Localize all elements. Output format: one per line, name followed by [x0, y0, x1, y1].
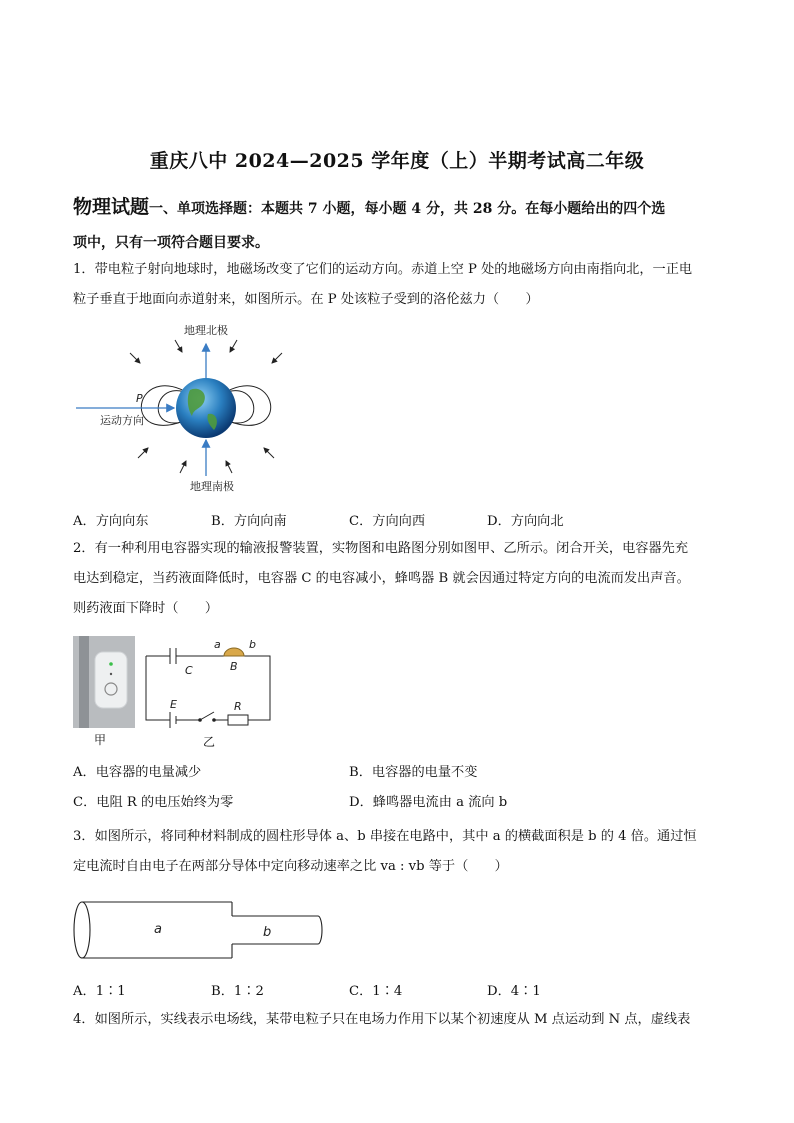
label-R: R	[234, 700, 242, 713]
earth-globe	[176, 378, 236, 438]
photo-caption: 甲	[94, 733, 107, 747]
conductor-a-label: a	[154, 922, 162, 937]
page-title: 重庆八中 2024—2025 学年度（上）半期考试高二年级	[149, 150, 645, 172]
q1-line1: 1．带电粒子射向地球时，地磁场改变了它们的运动方向。赤道上空 P 处的地磁场方向由南指向北，一正电	[73, 262, 693, 277]
question-1-stem	[73, 255, 723, 315]
q3-option-d[interactable]: D．4∶1	[487, 984, 541, 999]
section-intro-line2: 项中，只有一项符合题目要求。	[73, 235, 269, 251]
q1-option-a[interactable]: A．方向向东	[73, 514, 149, 529]
q1-earth-figure	[70, 318, 340, 500]
q2-option-c[interactable]: C．电阻 R 的电压始终为零	[73, 795, 234, 810]
question-3-stem	[73, 822, 723, 882]
q2-line2: 电达到稳定，当药液面降低时，电容器 C 的电容减小，蜂鸣器 B 就会因通过特定方向的电流而发出声音。	[73, 571, 690, 586]
q2-line1: 2．有一种利用电容器实现的输液报警装置，实物图和电路图分别如图甲、乙所示。闭合开关，电容器先充	[73, 541, 689, 556]
q2-circuit-diagram	[140, 636, 275, 734]
label-C: C	[185, 664, 193, 677]
q2-device-photo	[73, 636, 135, 728]
circuit-caption: 乙	[203, 735, 216, 749]
north-pole-label: 地理北极	[184, 324, 228, 337]
q3-conductor-figure	[70, 898, 326, 962]
section-intro-line1: 一、单项选择题：本题共 7 小题，每小题 4 分，共 28 分。在每小题给出的四个选	[149, 201, 666, 217]
q2-line3: 则药液面下降时（ ）	[73, 601, 219, 616]
south-pole-label: 地理南极	[190, 480, 234, 493]
q3-option-b[interactable]: B．1∶2	[211, 984, 264, 999]
point-p-label: P	[136, 392, 143, 405]
q4-line1: 4．如图所示，实线表示电场线，某带电粒子只在电场力作用下以某个初速度从 M 点运动到 N 点，虚线表	[73, 1012, 691, 1027]
conductor-b-label: b	[263, 925, 272, 940]
q1-line2: 粒子垂直于地面向赤道射来，如图所示。在 P 处该粒子受到的洛伦兹力（ ）	[73, 292, 539, 307]
label-B: B	[230, 660, 238, 673]
q3-line1: 3．如图所示，将同种材料制成的圆柱形导体 a、b 串接在电路中，其中 a 的横截面积是 b 的 4 倍。通过恒	[73, 829, 697, 844]
question-2-stem	[73, 534, 723, 624]
q1-option-d[interactable]: D．方向向北	[487, 514, 564, 529]
q3-line2: 定电流时自由电子在两部分导体中定向移动速率之比 va : vb 等于（ ）	[73, 859, 508, 874]
q1-option-c[interactable]: C．方向向西	[349, 514, 426, 529]
section-intro	[73, 190, 733, 260]
label-a: a	[214, 638, 221, 651]
question-4-stem	[73, 1005, 723, 1035]
q3-option-a[interactable]: A．1∶1	[73, 984, 126, 999]
motion-direction-label: 运动方向	[100, 414, 144, 427]
q3-option-c[interactable]: C．1∶4	[349, 984, 403, 999]
label-E: E	[170, 698, 177, 711]
subject-title: 物理试题	[73, 196, 150, 218]
q1-option-b[interactable]: B．方向向南	[211, 514, 287, 529]
q2-option-a[interactable]: A．电容器的电量减少	[73, 765, 202, 780]
q2-option-b[interactable]: B．电容器的电量不变	[349, 765, 478, 780]
q2-option-d[interactable]: D．蜂鸣器电流由 a 流向 b	[349, 795, 508, 810]
label-b: b	[249, 638, 256, 651]
